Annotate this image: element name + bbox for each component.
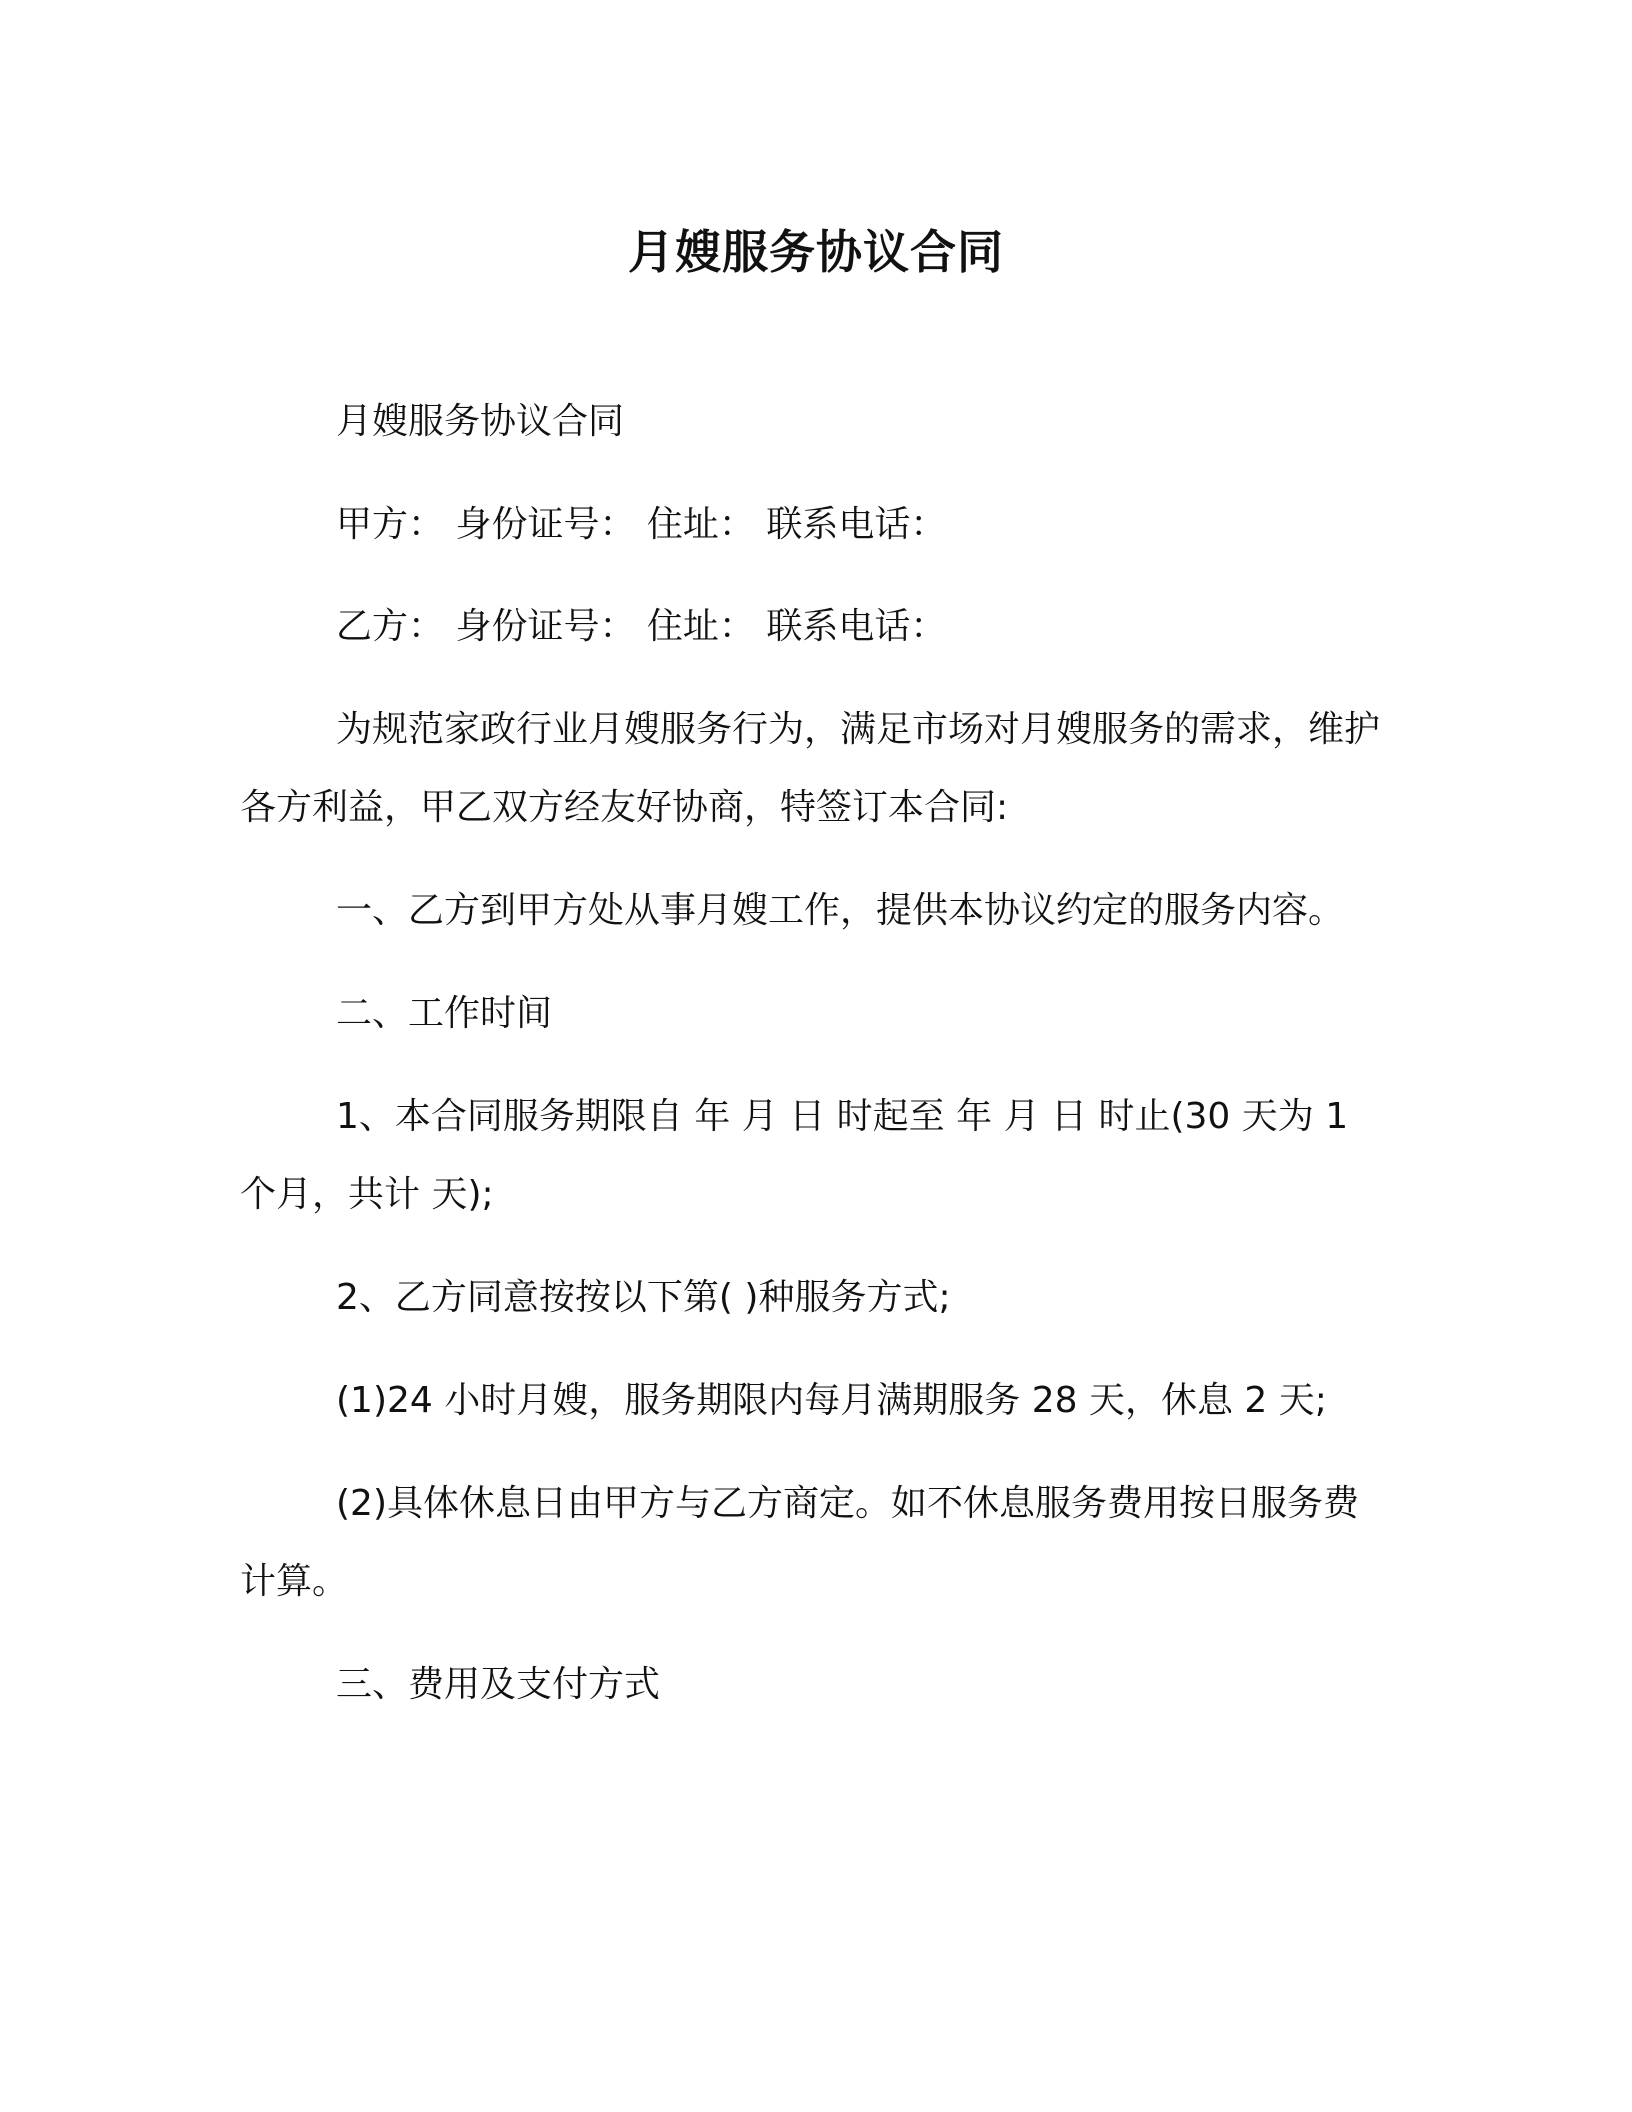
- paragraph-clause-2-heading: 二、工作时间: [336, 993, 553, 1034]
- page-title: 月嫂服务协议合同: [628, 225, 1004, 279]
- paragraph-service-period: 1、本合同服务期限自 年 月 日 时起至 年 月 日 时止(30 天为 1 个月，共计 天);: [240, 1096, 1349, 1215]
- paragraph-preamble: 为规范家政行业月嫂服务行为，满足市场对月嫂服务的需求，维护各方利益，甲乙双方经友好协商，特签订本合同:: [240, 709, 1381, 828]
- paragraph-clause-1: 一、乙方到甲方处从事月嫂工作，提供本协议约定的服务内容。: [336, 890, 1345, 931]
- paragraph-clause-3-heading: 三、费用及支付方式: [336, 1664, 661, 1705]
- paragraph-mode-24h: (1)24 小时月嫂，服务期限内每月满期服务 28 天，休息 2 天;: [336, 1380, 1327, 1421]
- paragraph-party-b: 乙方： 身份证号： 住址： 联系电话：: [336, 606, 947, 647]
- paragraph-party-a: 甲方： 身份证号： 住址： 联系电话：: [336, 504, 947, 545]
- paragraph-service-mode: 2、乙方同意按按以下第( )种服务方式;: [336, 1277, 951, 1318]
- paragraph-subtitle: 月嫂服务协议合同: [336, 401, 625, 442]
- paragraph-rest-days: (2)具体休息日由甲方与乙方商定。如不休息服务费用按日服务费计算。: [240, 1483, 1359, 1602]
